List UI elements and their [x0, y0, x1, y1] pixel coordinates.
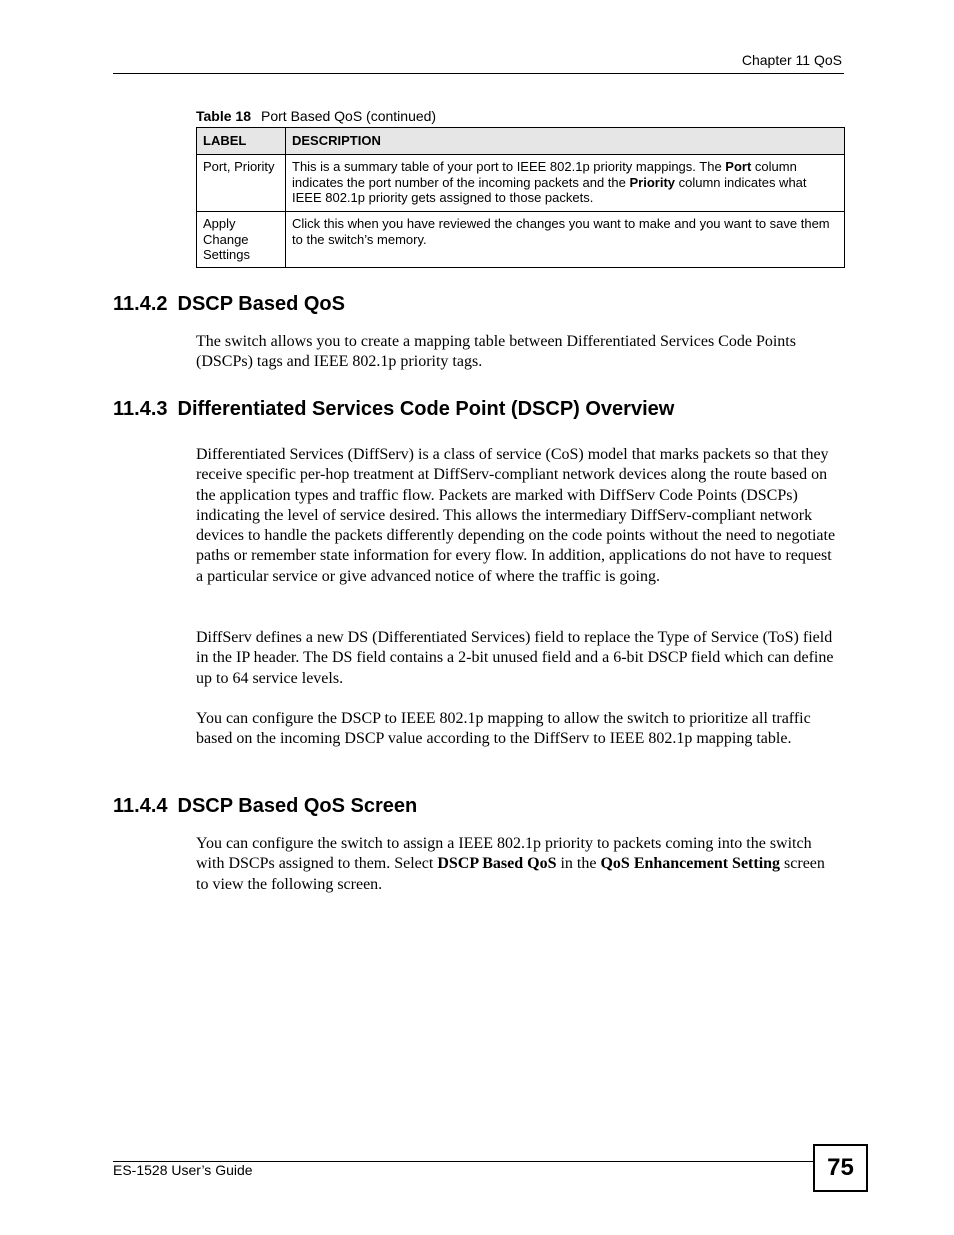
section-heading-11-4-4	[113, 795, 417, 818]
row-label: Apply Change Settings	[197, 212, 286, 268]
section-number: 11.4.2	[113, 293, 168, 315]
description-text: column indicates the port number of the incoming packets and the	[292, 159, 797, 190]
table-caption-title: Port Based QoS (continued)	[261, 108, 437, 124]
section-number: 11.4.4	[113, 795, 168, 817]
paragraph	[196, 834, 841, 895]
paragraph-text: screen to view the following screen.	[196, 855, 825, 893]
page-number: 75	[813, 1144, 868, 1192]
section-heading-11-4-2	[113, 293, 345, 316]
paragraph-bold: QoS Enhancement Setting	[600, 855, 781, 873]
table-caption-label: Table 18	[196, 108, 251, 124]
paragraph-text: in the	[556, 855, 601, 873]
footer-guide-title: ES-1528 User’s Guide	[113, 1162, 253, 1178]
section-title: DSCP Based QoS Screen	[177, 795, 418, 817]
table-header-row	[197, 128, 845, 155]
paragraph-text: You can configure the switch to assign a IEEE 802.1p priority to packets coming into the switch with DSCPs assigned to them. Select	[196, 835, 812, 873]
paragraph: DiffServ defines a new DS (Differentiated Services) field to replace the Type of Service (ToS) field in the IP header. The DS field contains a 2-bit unused field and a 6-bit DSCP field which can define up to 64 service levels.	[196, 629, 834, 687]
table-row	[197, 155, 845, 212]
description-bold: Priority	[629, 174, 675, 190]
column-header-description: DESCRIPTION	[286, 128, 845, 155]
column-header-label: LABEL	[197, 128, 286, 155]
section-title: DSCP Based QoS	[177, 293, 345, 315]
description-bold: Port	[725, 159, 752, 174]
paragraph: You can configure the DSCP to IEEE 802.1p mapping to allow the switch to prioritize all traffic based on the incoming DSCP value according to the DiffServ to IEEE 802.1p mapping table.	[196, 710, 811, 748]
row-label: Port, Priority	[197, 155, 286, 212]
chapter-header: Chapter 11 QoS	[741, 52, 842, 68]
description-text: This is a summary table of your port to IEEE 802.1p priority mappings. The	[292, 159, 726, 174]
table-row	[197, 212, 845, 268]
description-text: column indicates what IEEE 802.1p priority gets assigned to those packets.	[292, 174, 807, 205]
port-qos-table	[196, 127, 845, 268]
section-number: 11.4.3	[113, 398, 168, 420]
row-description: Click this when you have reviewed the changes you want to make and you want to save them to the switch’s memory.	[286, 212, 845, 268]
paragraph: Differentiated Services (DiffServ) is a class of service (CoS) model that marks packets so that they receive specific per-hop treatment at DiffServ-compliant network devices along the route based on the application types and traffic flow. Packets are marked with DiffServ Code Points (DSCPs) indicating the level of service desired. This allows the intermediary DiffServ-compliant network devices to handle the packets differently depending on the code points without the need to negotiate paths or remember state information for every flow. In addition, applications do not have to request a particular service or give advanced notice of where the traffic is going.	[196, 446, 836, 585]
row-description	[286, 155, 845, 212]
header-rule	[113, 73, 844, 74]
section-title: Differentiated Services Code Point (DSCP) Overview	[177, 398, 675, 420]
table-caption	[196, 108, 436, 124]
paragraph-bold: DSCP Based QoS	[437, 855, 557, 873]
section-heading-11-4-3	[113, 398, 674, 421]
paragraph: The switch allows you to create a mapping table between Differentiated Services Code Points (DSCPs) tags and IEEE 802.1p priority tags.	[196, 333, 796, 371]
